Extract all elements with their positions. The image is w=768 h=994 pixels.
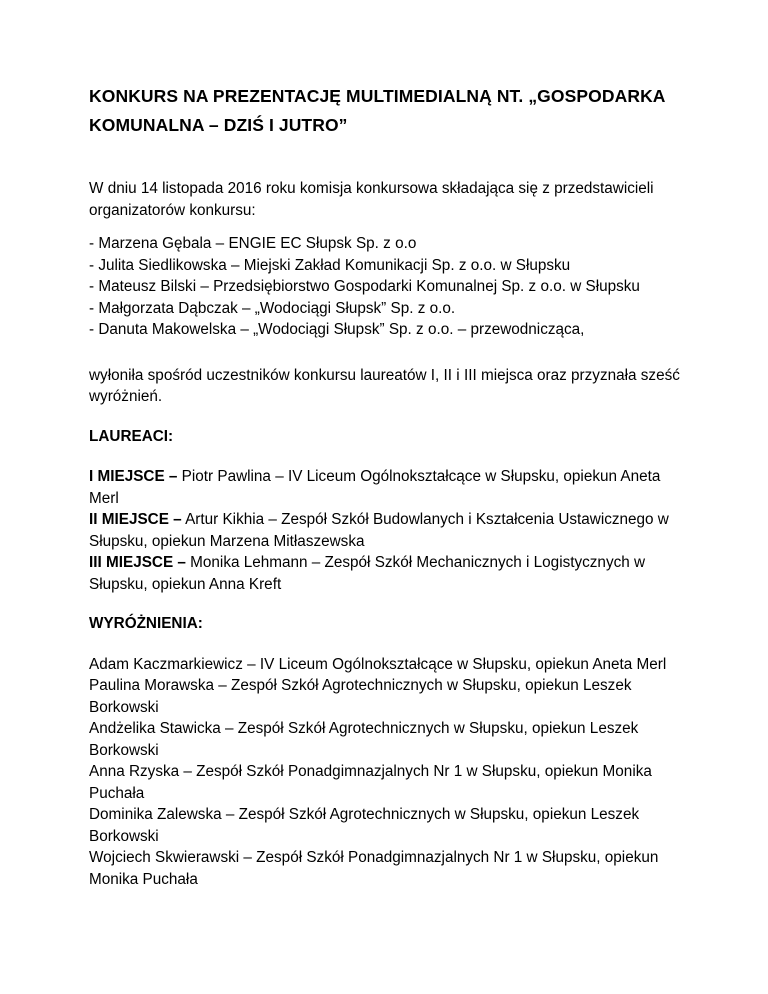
committee-member: - Danuta Makowelska – „Wodociągi Słupsk” Sp. z o.o. – przewodnicząca, <box>89 321 585 338</box>
laureate-item <box>89 466 689 509</box>
laureate-item <box>89 509 689 552</box>
distinction-item: Adam Kaczmarkiewicz – IV Liceum Ogólnokształcące w Słupsku, opiekun Aneta Merl <box>89 655 667 673</box>
laureate-item <box>89 552 689 595</box>
document-page <box>89 82 689 890</box>
laureate-rank: II MIEJSCE – <box>89 511 182 528</box>
distinction-item: Dominika Zalewska – Zespół Szkół Agrotechnicznych w Słupsku, opiekun Leszek Borkowski <box>89 806 640 845</box>
distinction-item: Andżelika Stawicka – Zespół Szkół Agrotechnicznych w Słupsku, opiekun Leszek Borkowski <box>89 720 639 759</box>
distinction-item: Anna Rzyska – Zespół Szkół Ponadgimnazjalnych Nr 1 w Słupsku, opiekun Monika Puchała <box>89 763 652 802</box>
laureate-text: Monika Lehmann – Zespół Szkół Mechanicznych i Logistycznych w Słupsku, opiekun Anna Kreft <box>89 554 646 593</box>
outro-paragraph: wyłoniła spośród uczestników konkursu laureatów I, II i III miejsca oraz przyznała sześć wyróżnień. <box>89 366 680 405</box>
laureate-text: Piotr Pawlina – IV Liceum Ogólnokształcące w Słupsku, opiekun Aneta Merl <box>89 468 661 507</box>
distinctions-heading: WYRÓŻNIENIA: <box>89 615 203 632</box>
committee-member: - Mateusz Bilski – Przedsiębiorstwo Gospodarki Komunalnej Sp. z o.o. w Słupsku <box>89 278 640 295</box>
committee-member: - Marzena Gębala – ENGIE EC Słupsk Sp. z o.o <box>89 235 417 252</box>
laureates-list <box>89 466 689 595</box>
committee-list <box>89 233 689 341</box>
laureate-text: Artur Kikhia – Zespół Szkół Budowlanych i Kształcenia Ustawicznego w Słupsku, opiekun Marzena Mitłaszewska <box>89 511 669 550</box>
laureate-rank: I MIEJSCE – <box>89 468 178 485</box>
intro-paragraph: W dniu 14 listopada 2016 roku komisja konkursowa składająca się z przedstawicieli organizatorów konkursu: <box>89 180 654 219</box>
committee-member: - Małgorzata Dąbczak – „Wodociągi Słupsk” Sp. z o.o. <box>89 299 456 317</box>
distinctions-list <box>89 654 689 891</box>
committee-member: - Julita Siedlikowska – Miejski Zakład Komunikacji Sp. z o.o. w Słupsku <box>89 256 571 274</box>
laureate-rank: III MIEJSCE – <box>89 554 186 571</box>
document-title: KONKURS NA PREZENTACJĘ MULTIMEDIALNĄ NT. „GOSPODARKA KOMUNALNA – DZIŚ I JUTRO” <box>89 86 665 135</box>
laureates-heading: LAUREACI: <box>89 427 174 445</box>
distinction-item: Paulina Morawska – Zespół Szkół Agrotechnicznych w Słupsku, opiekun Leszek Borkowski <box>89 677 632 716</box>
distinction-item: Wojciech Skwierawski – Zespół Szkół Ponadgimnazjalnych Nr 1 w Słupsku, opiekun Monika Puchała <box>89 849 659 888</box>
